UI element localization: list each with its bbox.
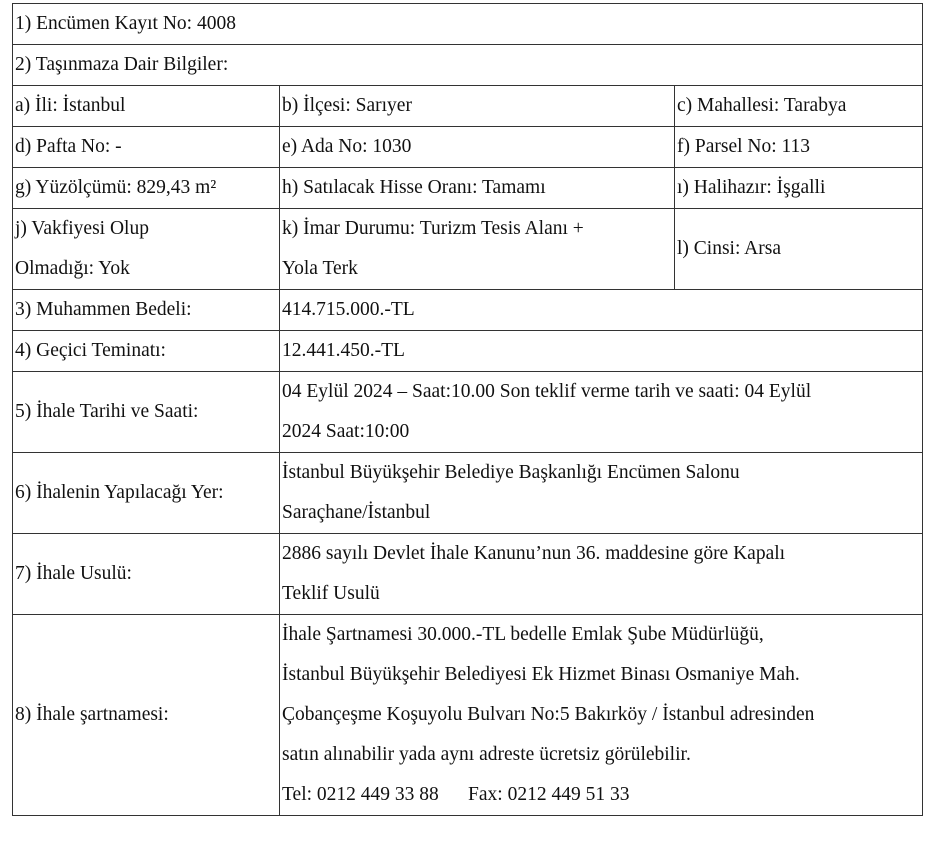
property-row [13, 86, 923, 127]
detail-label: 3) Muhammen Bedeli: [13, 290, 280, 331]
detail-line: İhale Şartnamesi 30.000.-TL bedelle Emlak Şube Müdürlüğü, [282, 624, 764, 645]
detail-label: 8) İhale şartnamesi: [13, 615, 280, 816]
foundation-status-line: Olmadığı: Yok [15, 258, 130, 279]
detail-line: Teklif Usulü [282, 583, 380, 604]
detail-row [13, 331, 923, 372]
detail-row [13, 372, 923, 453]
property-row [13, 209, 923, 290]
property-info-header: 2) Taşınmaza Dair Bilgiler: [13, 45, 923, 86]
detail-line: 04 Eylül 2024 – Saat:10.00 Son teklif verme tarih ve saati: 04 Eylül [282, 381, 812, 402]
detail-line: Çobançeşme Koşuyolu Bulvarı No:5 Bakırköy / İstanbul adresinden [282, 704, 815, 725]
foundation-status [13, 209, 280, 290]
property-row [13, 127, 923, 168]
auction-method [280, 534, 923, 615]
provisional-guarantee: 12.441.450.-TL [280, 331, 923, 372]
district: b) İlçesi: Sarıyer [280, 86, 675, 127]
detail-row [13, 534, 923, 615]
detail-row [13, 290, 923, 331]
auction-location [280, 453, 923, 534]
pafta-no: d) Pafta No: - [13, 127, 280, 168]
detail-row [13, 453, 923, 534]
current-status: ı) Halihazır: İşgalli [675, 168, 923, 209]
property-info-header-row [13, 45, 923, 86]
detail-line: 2024 Saat:10:00 [282, 421, 410, 442]
detail-line: 2886 sayılı Devlet İhale Kanunu’nun 36. maddesine göre Kapalı [282, 543, 786, 564]
neighborhood: c) Mahallesi: Tarabya [675, 86, 923, 127]
detail-line: İstanbul Büyükşehir Belediyesi Ek Hizmet Binası Osmaniye Mah. [282, 664, 800, 685]
foundation-status-line: j) Vakfiyesi Olup [15, 218, 149, 239]
ada-no: e) Ada No: 1030 [280, 127, 675, 168]
detail-label: 5) İhale Tarihi ve Saati: [13, 372, 280, 453]
detail-row [13, 615, 923, 816]
auction-info-table [12, 3, 923, 816]
share-ratio: h) Satılacak Hisse Oranı: Tamamı [280, 168, 675, 209]
contact-line: Tel: 0212 449 33 88 Fax: 0212 449 51 33 [282, 784, 630, 805]
registry-number: 1) Encümen Kayıt No: 4008 [13, 4, 923, 45]
specification-info [280, 615, 923, 816]
zoning-status-line: Yola Terk [282, 258, 358, 279]
area: g) Yüzölçümü: 829,43 m² [13, 168, 280, 209]
property-row [13, 168, 923, 209]
registry-row [13, 4, 923, 45]
auction-date-time [280, 372, 923, 453]
detail-label: 4) Geçici Teminatı: [13, 331, 280, 372]
zoning-status-line: k) İmar Durumu: Turizm Tesis Alanı + [282, 218, 584, 239]
province: a) İli: İstanbul [13, 86, 280, 127]
property-type: l) Cinsi: Arsa [675, 209, 923, 290]
detail-label: 7) İhale Usulü: [13, 534, 280, 615]
detail-line: Saraçhane/İstanbul [282, 502, 431, 523]
detail-line: İstanbul Büyükşehir Belediye Başkanlığı Encümen Salonu [282, 462, 740, 483]
zoning-status [280, 209, 675, 290]
detail-line: satın alınabilir yada aynı adreste ücretsiz görülebilir. [282, 744, 691, 765]
detail-label: 6) İhalenin Yapılacağı Yer: [13, 453, 280, 534]
estimated-value: 414.715.000.-TL [280, 290, 923, 331]
parsel-no: f) Parsel No: 113 [675, 127, 923, 168]
